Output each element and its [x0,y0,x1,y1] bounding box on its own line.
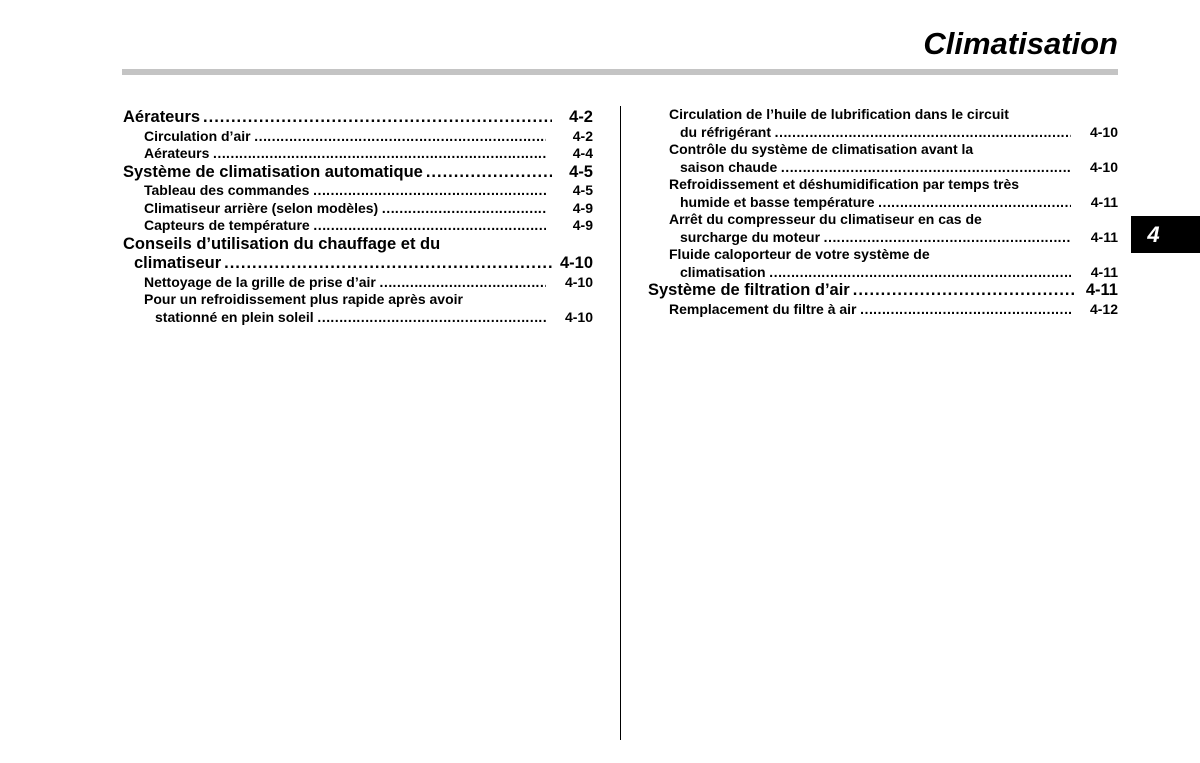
dot-leader [774,124,1071,142]
toc-page-number: 4-12 [1089,300,1118,317]
toc-page-number: 4-9 [572,199,593,216]
toc-page-number: 4-10 [1089,158,1118,175]
toc-page-number: 4-11 [1090,263,1118,280]
toc-entry-title: stationné en plein soleil [155,308,314,325]
toc-entry-title: Capteurs de température [144,217,310,233]
toc-subsection-entry[interactable] [123,128,593,146]
dot-leader [860,301,1071,319]
toc-entry-title: Remplacement du filtre à air [669,300,857,317]
toc-page-number: 4-11 [1085,281,1118,299]
toc-subsection-entry[interactable] [648,211,1118,246]
dot-leader [853,281,1077,301]
toc-entry-title: humide et basse température [680,193,875,210]
toc-subsection-entry[interactable] [123,200,593,218]
dot-leader [878,194,1071,212]
chapter-tab: 4 [1131,216,1200,253]
toc-page-number: 4-4 [572,145,593,161]
toc-page-number: 4-2 [569,108,593,126]
toc-section-entry[interactable] [123,235,593,274]
toc-entry-title: Circulation de l’huile de lubrification dans le circuit [669,106,1009,122]
toc-entry-title: climatiseur [134,254,222,272]
dot-leader [317,309,546,327]
toc-section-entry[interactable] [648,281,1118,301]
toc-subsection-entry[interactable] [123,182,593,200]
toc-entry-title: Circulation d’air [144,127,251,144]
toc-subsection-entry[interactable] [123,217,593,235]
dot-leader [379,274,546,292]
page-title: Climatisation [923,26,1118,61]
toc-right-column [648,106,1118,318]
toc-subsection-entry[interactable] [648,176,1118,211]
dot-leader [313,217,546,235]
toc-entry-title: saison chaude [680,158,778,175]
toc-section-entry[interactable] [123,163,593,183]
column-divider [620,106,621,740]
toc-subsection-entry[interactable] [648,301,1118,319]
toc-entry-title: Système de filtration d’air [648,281,850,299]
toc-entry-title: Tableau des commandes [144,182,310,198]
toc-entry-title: Aérateurs [144,145,210,161]
toc-page-number: 4-10 [1089,123,1118,140]
dot-leader [381,200,546,218]
dot-leader [780,159,1071,177]
toc-entry-title: Pour un refroidissement plus rapide après avoir [144,291,463,307]
toc-entry-title: surcharge du moteur [680,228,821,245]
toc-entry-title: Nettoyage de la grille de prise d’air [144,273,376,290]
dot-leader [203,108,552,128]
toc-entry-title: Conseils d’utilisation du chauffage et du [123,234,441,253]
dot-leader [212,145,546,163]
toc-entry-title: Aérateurs [123,108,201,126]
toc-page-number: 4-10 [559,254,593,272]
dot-leader [312,182,546,200]
header-rule [122,69,1118,75]
toc-page-number: 4-5 [572,182,593,198]
toc-page-number: 4-9 [572,217,593,233]
dot-leader [224,254,552,274]
toc-page-number: 4-5 [569,162,593,181]
toc-subsection-entry[interactable] [648,141,1118,176]
toc-entry-title: du réfrigérant [680,123,772,140]
toc-subsection-entry[interactable] [123,291,593,326]
toc-page-number: 4-2 [572,127,593,144]
toc-subsection-entry[interactable] [123,274,593,292]
toc-left-column [123,108,593,326]
toc-subsection-entry[interactable] [648,246,1118,281]
toc-entry-title: climatisation [680,263,766,280]
dot-leader [426,163,552,183]
toc-entry-title: Contrôle du système de climatisation avant la [669,141,974,157]
toc-subsection-entry[interactable] [123,145,593,163]
dot-leader [823,229,1071,247]
toc-page-number: 4-11 [1090,228,1118,245]
toc-page-number: 4-10 [564,308,593,325]
dot-leader [769,264,1071,282]
toc-page-number: 4-11 [1090,193,1118,210]
toc-entry-title: Système de climatisation automatique [123,162,423,181]
toc-entry-title: Fluide caloporteur de votre système de [669,246,930,262]
dot-leader [254,128,546,146]
toc-subsection-entry[interactable] [648,106,1118,141]
toc-page-number: 4-10 [564,273,593,290]
toc-entry-title: Refroidissement et déshumidification par temps très [669,176,1020,192]
toc-section-entry[interactable] [123,108,593,128]
toc-entry-title: Climatiseur arrière (selon modèles) [144,199,379,216]
toc-entry-title: Arrêt du compresseur du climatiseur en cas de [669,211,982,227]
